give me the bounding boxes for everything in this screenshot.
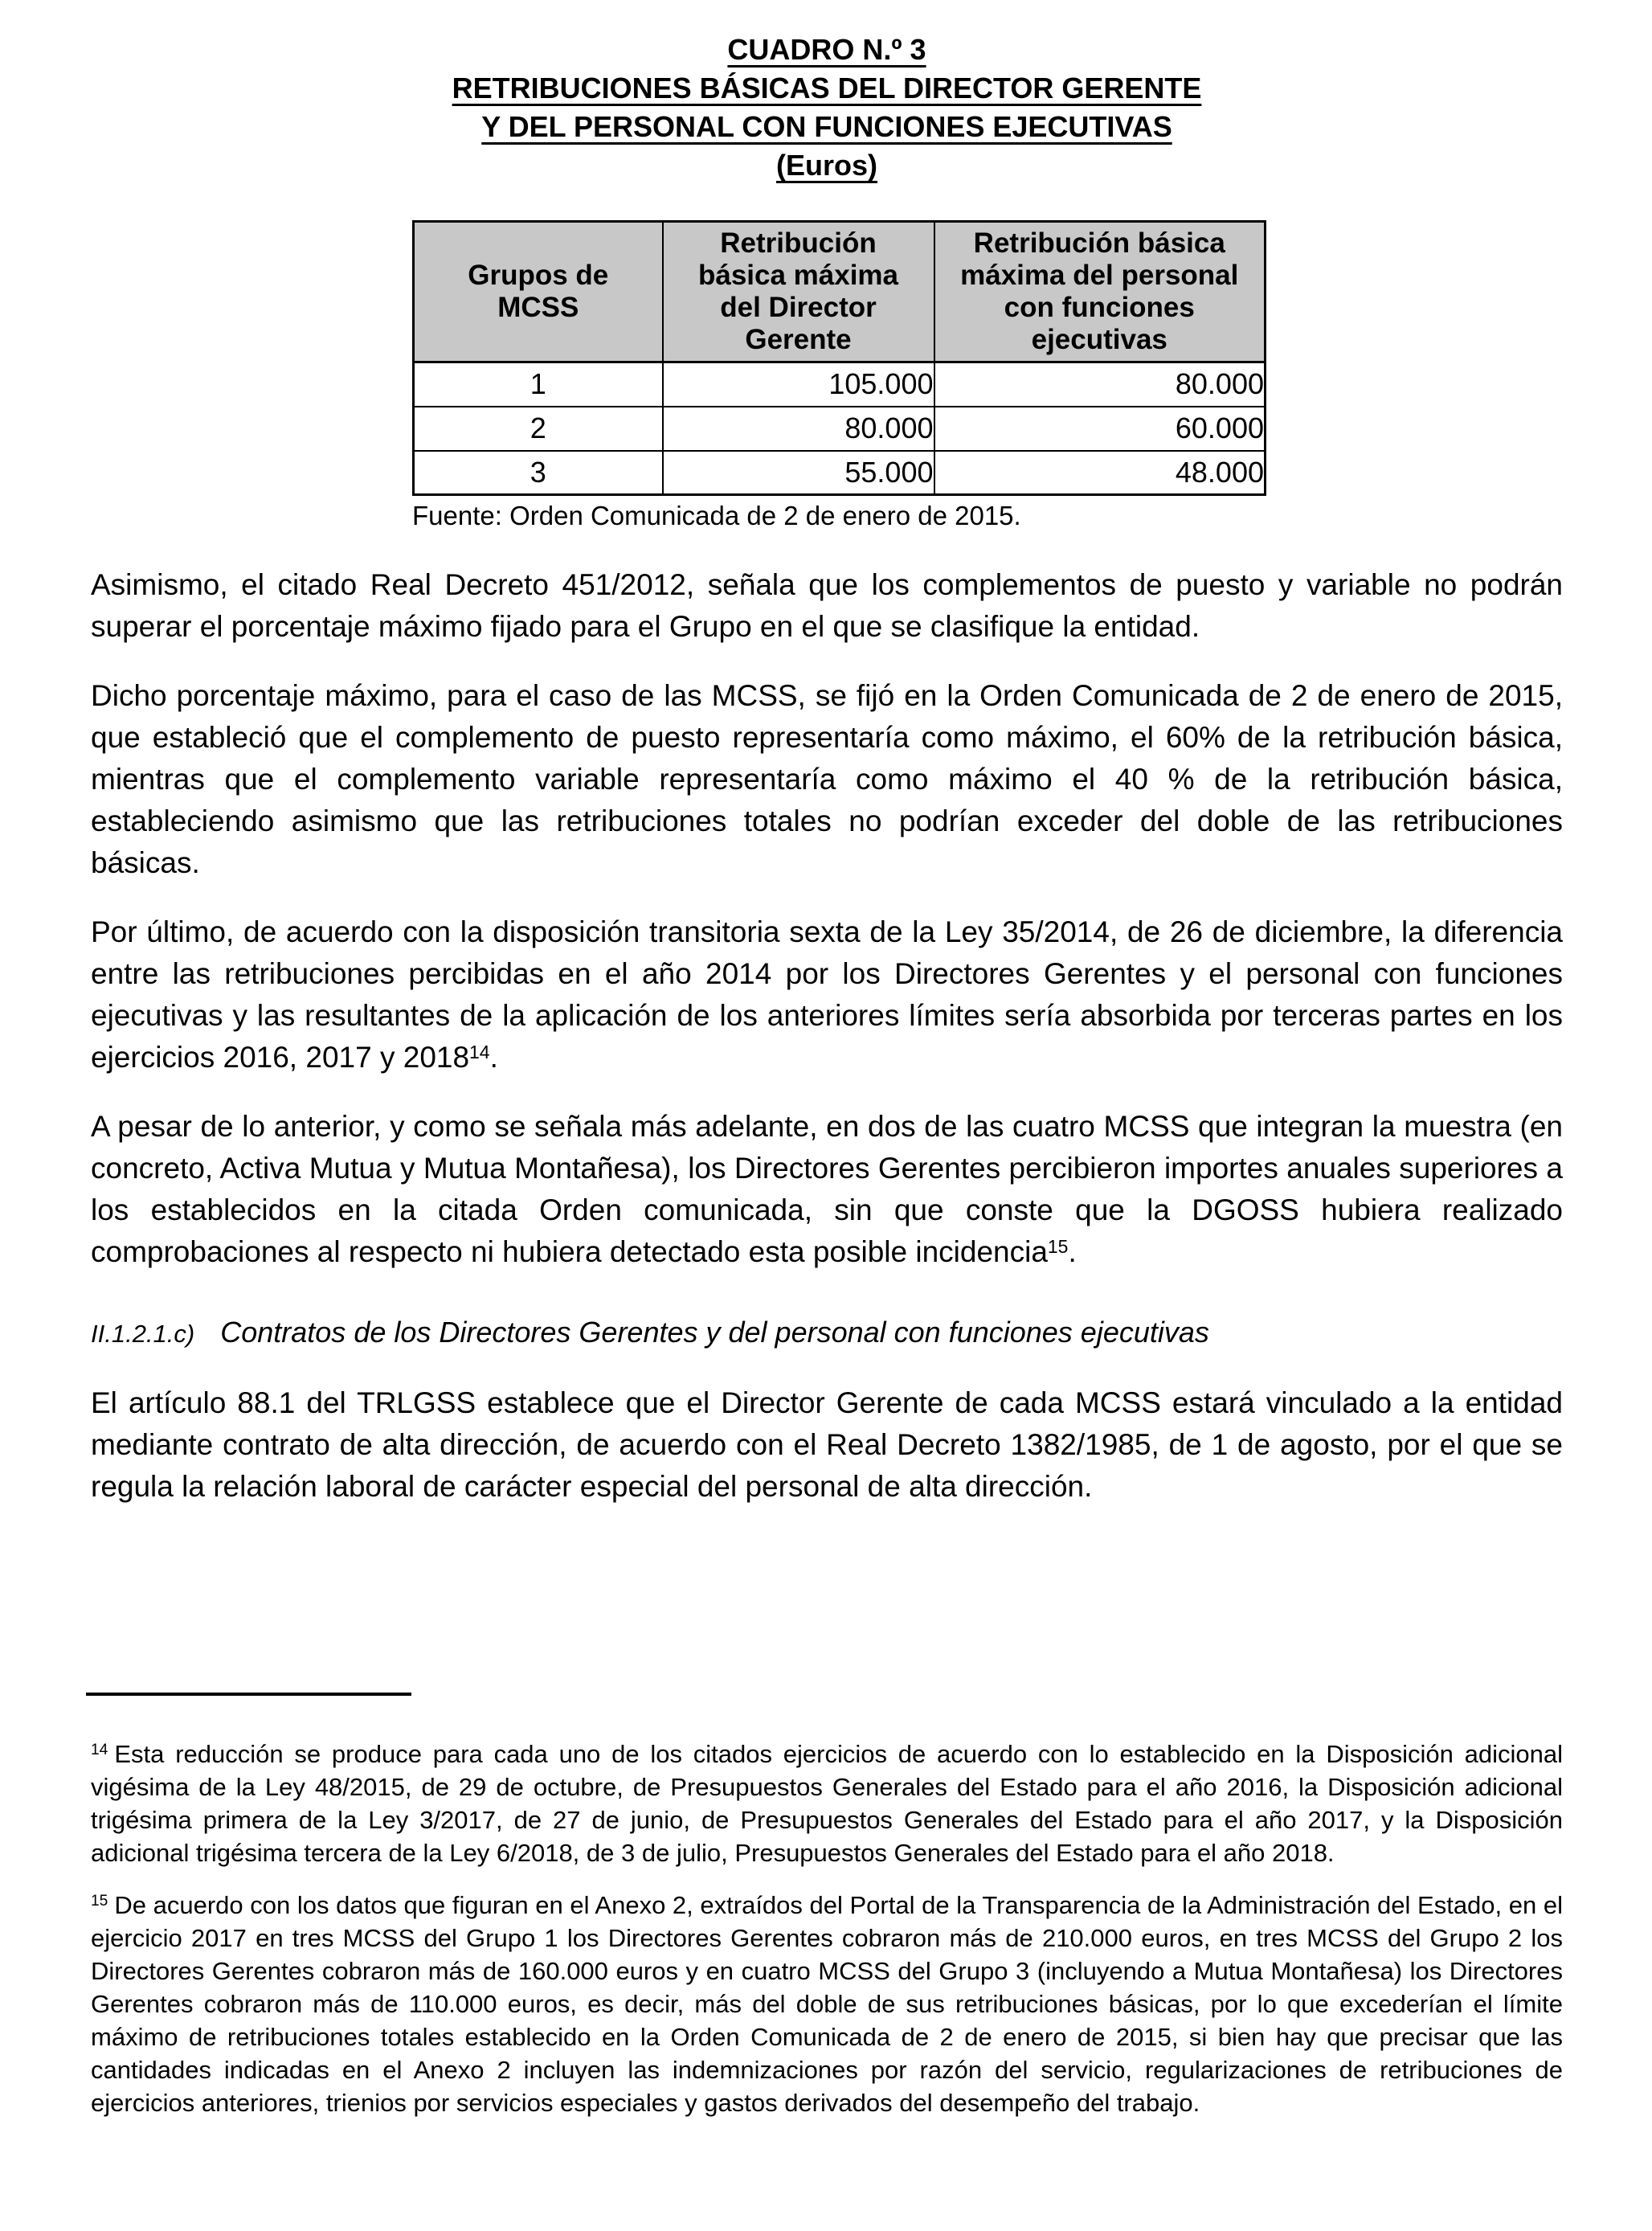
paragraph-dicho-porcentaje: Dicho porcentaje máximo, para el caso de las MCSS, se fijó en la Orden Comunicada de 2 de enero de 2015, que estableció que el complemento de puesto representaría como máximo, el 60% de la retribución básica, mientras que el complemento variable representaría como máximo el 40 % de la retribución básica, estableciendo asimismo que las retribuciones totales no podrían exceder del doble de las retribuciones básicas. xyxy=(91,679,1563,879)
cell-director-amount: 105.000 xyxy=(663,362,934,407)
footnote-ref-14: 14 xyxy=(469,1041,490,1062)
table-row xyxy=(414,407,1266,451)
title-line-retribuciones: RETRIBUCIONES BÁSICAS DEL DIRECTOR GERENTE xyxy=(452,72,1202,104)
paragraph-articulo-88: El artículo 88.1 del TRLGSS establece que el Director Gerente de cada MCSS estará vinculado a la entidad mediante contrato de alta dirección, de acuerdo con el Real Decreto 1382/1985, de 1 de agosto, por el que se regula la relación laboral de carácter especial del personal de alta dirección. xyxy=(91,1386,1563,1503)
table-source-note: Fuente: Orden Comunicada de 2 de enero de 2015. xyxy=(412,501,1021,530)
footnote-15 xyxy=(91,1889,1563,2119)
cell-grupo: 1 xyxy=(414,362,663,407)
title-line-personal: Y DEL PERSONAL CON FUNCIONES EJECUTIVAS xyxy=(481,110,1172,143)
salary-table-block xyxy=(412,220,1264,532)
paragraph-text: Por último, de acuerdo con la disposición transitoria sexta de la Ley 35/2014, de 26 de diciembre, la diferencia entre las retribuciones percibidas en el año 2014 por los Directores Gerentes y el personal con funciones ejecutivas y las resultantes de la aplicación de los anteriores límites sería absorbida por terceras partes en los ejercicios 2016, 2017 y 2018 xyxy=(91,915,1563,1074)
title-line-euros: (Euros) xyxy=(776,149,877,182)
paragraph-asimismo: Asimismo, el citado Real Decreto 451/2012, señala que los complementos de puesto y variable no podrán superar el porcentaje máximo fijado para el Grupo en el que se clasifique la entidad. xyxy=(91,568,1563,643)
cell-grupo: 3 xyxy=(414,451,663,495)
footnote-marker-14: 14 xyxy=(91,1742,108,1759)
paragraph-por-ultimo xyxy=(91,911,1563,1079)
section-heading xyxy=(91,1312,1563,1355)
header-cell-funciones-ejecutivas: Retribución básica máxima del personal con funciones ejecutivas xyxy=(934,222,1266,362)
paragraph-period: . xyxy=(1068,1235,1077,1268)
cell-ejecutivo-amount: 80.000 xyxy=(934,362,1266,407)
footnote-marker-15: 15 xyxy=(91,1893,108,1910)
title-line-cuadro: CUADRO N.º 3 xyxy=(727,33,926,66)
cell-grupo: 2 xyxy=(414,407,663,451)
header-cell-grupos: Grupos de MCSS xyxy=(414,222,663,362)
cell-director-amount: 80.000 xyxy=(663,407,934,451)
footnote-text: Esta reducción se produce para cada uno de los citados ejercicios de acuerdo con lo establecido en la Disposición adicional vigésima de la Ley 48/2015, de 29 de octubre, de Presupuestos Generales del Estado para el año 2016, la Disposición adicional trigésima primera de la Ley 3/2017, de 27 de junio, de Presupuestos Generales del Estado para el año 2017, y la Disposición adicional trigésima tercera de la Ley 6/2018, de 3 de julio, Presupuestos Generales del Estado para el año 2018. xyxy=(91,1740,1563,1867)
table-header-row xyxy=(414,222,1266,362)
cell-ejecutivo-amount: 48.000 xyxy=(934,451,1266,495)
footnote-ref-15: 15 xyxy=(1047,1235,1069,1257)
document-title-block xyxy=(91,31,1563,185)
footnote-text: De acuerdo con los datos que figuran en el Anexo 2, extraídos del Portal de la Transparencia de la Administración del Estado, en el ejercicio 2017 en tres MCSS del Grupo 1 los Directores Gerentes cobraron más de 210.000 euros, en tres MCSS del Grupo 2 los Directores Gerentes cobraron más de 160.000 euros y en cuatro MCSS del Grupo 3 (incluyendo a Mutua Montañesa) los Directores Gerentes cobraron más de 110.000 euros, es decir, más del doble de sus retribuciones básicas, por lo que excederían el límite máximo de retribuciones totales establecido en la Orden Comunicada de 2 de enero de 2015, si bien hay que precisar que las cantidades indicadas en el Anexo 2 incluyen las indemnizaciones por razón del servicio, regularizaciones de retribuciones de ejercicios anteriores, trienios por servicios especiales y gastos derivados del desempeño del trabajo. xyxy=(91,1891,1563,2117)
section-number: II.1.2.1.c) xyxy=(91,1320,195,1348)
header-cell-director-gerente: Retribución básica máxima del Director Gerente xyxy=(663,222,934,362)
footnote-14 xyxy=(91,1738,1563,1869)
paragraph-text: A pesar de lo anterior, y como se señala más adelante, en dos de las cuatro MCSS que integran la muestra (en concreto, Activa Mutua y Mutua Montañesa), los Directores Gerentes percibieron importes anuales superiores a los establecidos en la citada Orden comunicada, sin que conste que la DGOSS hubiera realizado comprobaciones al respecto ni hubiera detectado esta posible incidencia xyxy=(91,1110,1563,1268)
table-row xyxy=(414,451,1266,495)
table-row xyxy=(414,362,1266,407)
cell-director-amount: 55.000 xyxy=(663,451,934,495)
footnote-separator-rule xyxy=(86,1693,411,1696)
cell-ejecutivo-amount: 60.000 xyxy=(934,407,1266,451)
paragraph-a-pesar xyxy=(91,1106,1563,1273)
salary-table xyxy=(412,220,1266,496)
paragraph-period: . xyxy=(489,1041,498,1074)
section-title: Contratos de los Directores Gerentes y del personal con funciones ejecutivas xyxy=(220,1316,1209,1349)
